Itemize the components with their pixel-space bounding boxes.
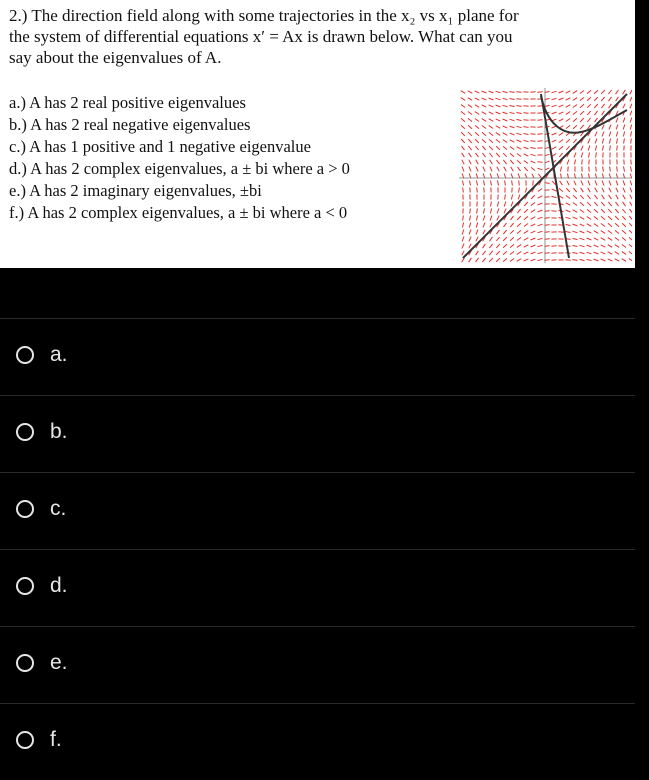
field-arrow <box>596 166 597 171</box>
question-line-1: The direction field along with some trajectories in the x₂ vs x₁ plane for <box>31 6 518 25</box>
choice-f: f.) A has 2 complex eigenvalues, a ± bi where a < 0 <box>9 202 459 224</box>
field-arrow <box>582 159 583 164</box>
field-arrow <box>617 145 618 150</box>
question-card <box>0 0 635 268</box>
field-arrow <box>470 187 471 192</box>
choice-a: a.) A has 2 real positive eigenvalues <box>9 92 459 114</box>
field-arrow <box>484 187 485 192</box>
option-c[interactable] <box>0 472 635 549</box>
option-e[interactable] <box>0 626 635 703</box>
field-arrow <box>537 106 542 107</box>
choice-e: e.) A has 2 imaginary eigenvalues, ±bi <box>9 180 459 202</box>
field-arrow <box>537 127 542 128</box>
choice-b: b.) A has 2 real negative eigenvalues <box>9 114 459 136</box>
option-label: c. <box>50 497 66 521</box>
radio-circle-icon[interactable] <box>16 346 34 364</box>
field-arrow <box>537 162 542 163</box>
field-arrow <box>530 141 535 142</box>
field-arrow <box>537 120 542 121</box>
option-b[interactable] <box>0 395 635 472</box>
field-arrow <box>484 201 485 206</box>
question-number: 2.) <box>9 6 27 25</box>
option-d[interactable] <box>0 549 635 626</box>
field-arrow <box>631 138 632 143</box>
choice-d: d.) A has 2 complex eigenvalues, a ± bi where a > 0 <box>9 158 459 180</box>
direction-field-plot <box>459 88 632 263</box>
radio-circle-icon[interactable] <box>16 731 34 749</box>
radio-circle-icon[interactable] <box>16 423 34 441</box>
question-line-3: say about the eigenvalues of A. <box>9 47 619 68</box>
field-arrow <box>477 187 478 192</box>
option-a[interactable] <box>0 318 635 395</box>
choice-list <box>9 92 459 224</box>
field-arrow <box>631 159 632 164</box>
option-label: a. <box>50 343 68 367</box>
radio-circle-icon[interactable] <box>16 654 34 672</box>
radio-circle-icon[interactable] <box>16 577 34 595</box>
option-label: e. <box>50 651 68 675</box>
option-label: b. <box>50 420 68 444</box>
question-line-2: the system of differential equations x′ = Ax is drawn below. What can you <box>9 26 619 47</box>
field-arrow <box>523 120 528 121</box>
field-arrow <box>551 204 556 205</box>
field-arrow <box>537 113 542 114</box>
option-f[interactable] <box>0 703 635 780</box>
field-arrow <box>519 180 520 185</box>
field-arrow <box>470 208 471 213</box>
question-text <box>9 5 619 68</box>
radio-circle-icon[interactable] <box>16 500 34 518</box>
field-arrow <box>533 180 534 185</box>
choice-c: c.) A has 1 positive and 1 negative eigenvalue <box>9 136 459 158</box>
answer-options <box>0 318 635 780</box>
field-arrow <box>516 99 521 100</box>
option-label: f. <box>50 728 62 752</box>
option-label: d. <box>50 574 68 598</box>
